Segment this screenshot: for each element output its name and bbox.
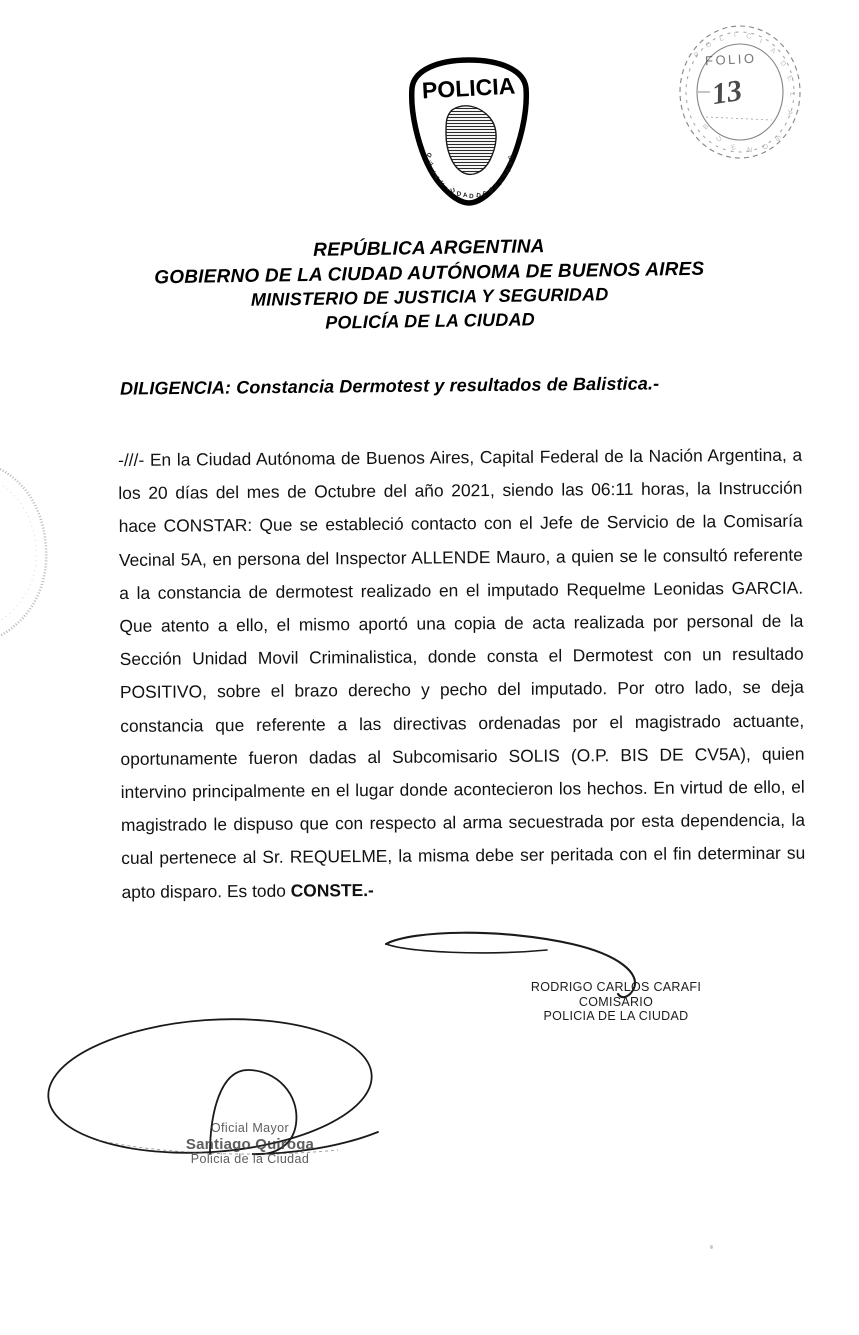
police-badge-logo xyxy=(406,56,532,206)
svg-text:A: A xyxy=(768,46,777,56)
svg-text:R: R xyxy=(503,167,512,175)
svg-text:D: D xyxy=(456,190,462,198)
svg-text:C: C xyxy=(745,33,752,41)
svg-text:E: E xyxy=(730,143,738,152)
letterhead-line-government: GOBIERNO DE LA CIUDAD AUTÓNOMA DE BUENOS AIRES xyxy=(154,258,705,289)
svg-text:L: L xyxy=(718,35,725,43)
svg-text:B: B xyxy=(487,186,495,195)
signature-rank-quiroga: Oficial Mayor xyxy=(210,1121,290,1135)
svg-text:S: S xyxy=(773,134,782,144)
edge-partial-stamp xyxy=(0,440,50,662)
svg-text:L: L xyxy=(429,167,438,176)
svg-text:N: N xyxy=(746,147,753,155)
scan-artifact-speck xyxy=(710,1245,713,1249)
body-closing-conste: CONSTE.- xyxy=(290,879,374,901)
signature-block-carafi xyxy=(486,980,746,1024)
svg-text:E: E xyxy=(505,160,514,168)
svg-text:E: E xyxy=(481,190,488,199)
signature-rank-carafi: COMISARIO xyxy=(578,994,654,1009)
svg-text:O: O xyxy=(761,143,769,152)
letterhead xyxy=(0,229,859,340)
body-paragraph-text: -///- En la Ciudad Autónoma de Buenos Aires, Capital Federal de la Nación Argentina, a los 20 días del mes de Octubre del año 2021, siendo las 06:11 horas, la Instrucción hace CONSTAR: Que se estableció contacto con el Jefe de Servicio de la Comisaría Vecinal 5A, en persona del Inspector ALLENDE Mauro, a quien se le consultó referente a la constancia de dermotest realizado en el imputado Requelme Leonidas GARCIA. Que atento a ello, el mismo aportó una copia de acta realizada por personal de la Sección Unidad Movil Criminalistica, donde consta el Dermotest con un resultado POSITIVO, sobre el brazo derecho y pecho del imputado. Por otro lado, se deja constancia que referente a las directivas ordenadas por el magistrado actuante, oportunamente fueron dadas al Subcomisario SOLIS (O.P. BIS DE CV5A), quien intervino principalmente en el lugar donde acontecieron los hechos. En virtud de ello, el magistrado le dispuso que con respecto al arma secuestrada por esta dependencia, la cual pertenece al Sr. REQUELME, la misma debe ser peritada con el fin determinar su apto disparo. Es todo xyxy=(118,444,806,902)
svg-text:I: I xyxy=(500,172,507,179)
svg-text:L: L xyxy=(788,91,796,98)
svg-text:C: C xyxy=(438,179,446,188)
svg-text:POLICIA: POLICIA xyxy=(421,72,516,104)
svg-text:D: D xyxy=(425,151,435,160)
letterhead-line-ministry: MINISTERIO DE JUSTICIA Y SEGURIDAD xyxy=(250,284,609,310)
folio-label: FOLIO xyxy=(704,50,757,69)
svg-text:E: E xyxy=(785,74,794,83)
svg-text:I: I xyxy=(758,38,763,46)
svg-text:D: D xyxy=(778,59,788,69)
signature-org-carafi: POLICIA DE LA CIUDAD xyxy=(543,1009,689,1023)
document-subject-title: DILIGENCIA: Constancia Dermotest y resultados de Balistica.- xyxy=(119,373,660,399)
signature-name-carafi: RODRIGO CARLOS CARAFI xyxy=(530,980,702,994)
svg-text:I: I xyxy=(445,185,450,193)
svg-text:D: D xyxy=(468,193,474,201)
letterhead-line-police: POLICÍA DE LA CIUDAD xyxy=(325,309,536,333)
svg-text:I: I xyxy=(733,31,737,39)
letterhead-line-country: REPÚBLICA ARGENTINA xyxy=(313,236,545,261)
svg-text:U: U xyxy=(449,187,456,195)
folio-number: 13 xyxy=(709,73,745,112)
document-body xyxy=(118,439,806,909)
svg-text:U: U xyxy=(715,135,724,144)
svg-text:A: A xyxy=(462,191,468,199)
svg-text:A: A xyxy=(496,178,505,187)
svg-text:A: A xyxy=(433,173,441,182)
signature-block-quiroga xyxy=(150,1121,350,1168)
svg-text:S: S xyxy=(506,154,515,161)
signature-org-quiroga: Policia de la Ciudad xyxy=(190,1152,310,1166)
svg-text:A: A xyxy=(785,109,793,116)
svg-text:D: D xyxy=(475,192,482,200)
svg-text:E: E xyxy=(427,159,436,168)
svg-text:S: S xyxy=(491,182,500,192)
svg-text:O: O xyxy=(704,41,713,50)
svg-text:B: B xyxy=(702,123,711,132)
svg-text:P: P xyxy=(692,51,701,60)
signature-name-quiroga: Santiago Quiroga xyxy=(185,1135,315,1153)
